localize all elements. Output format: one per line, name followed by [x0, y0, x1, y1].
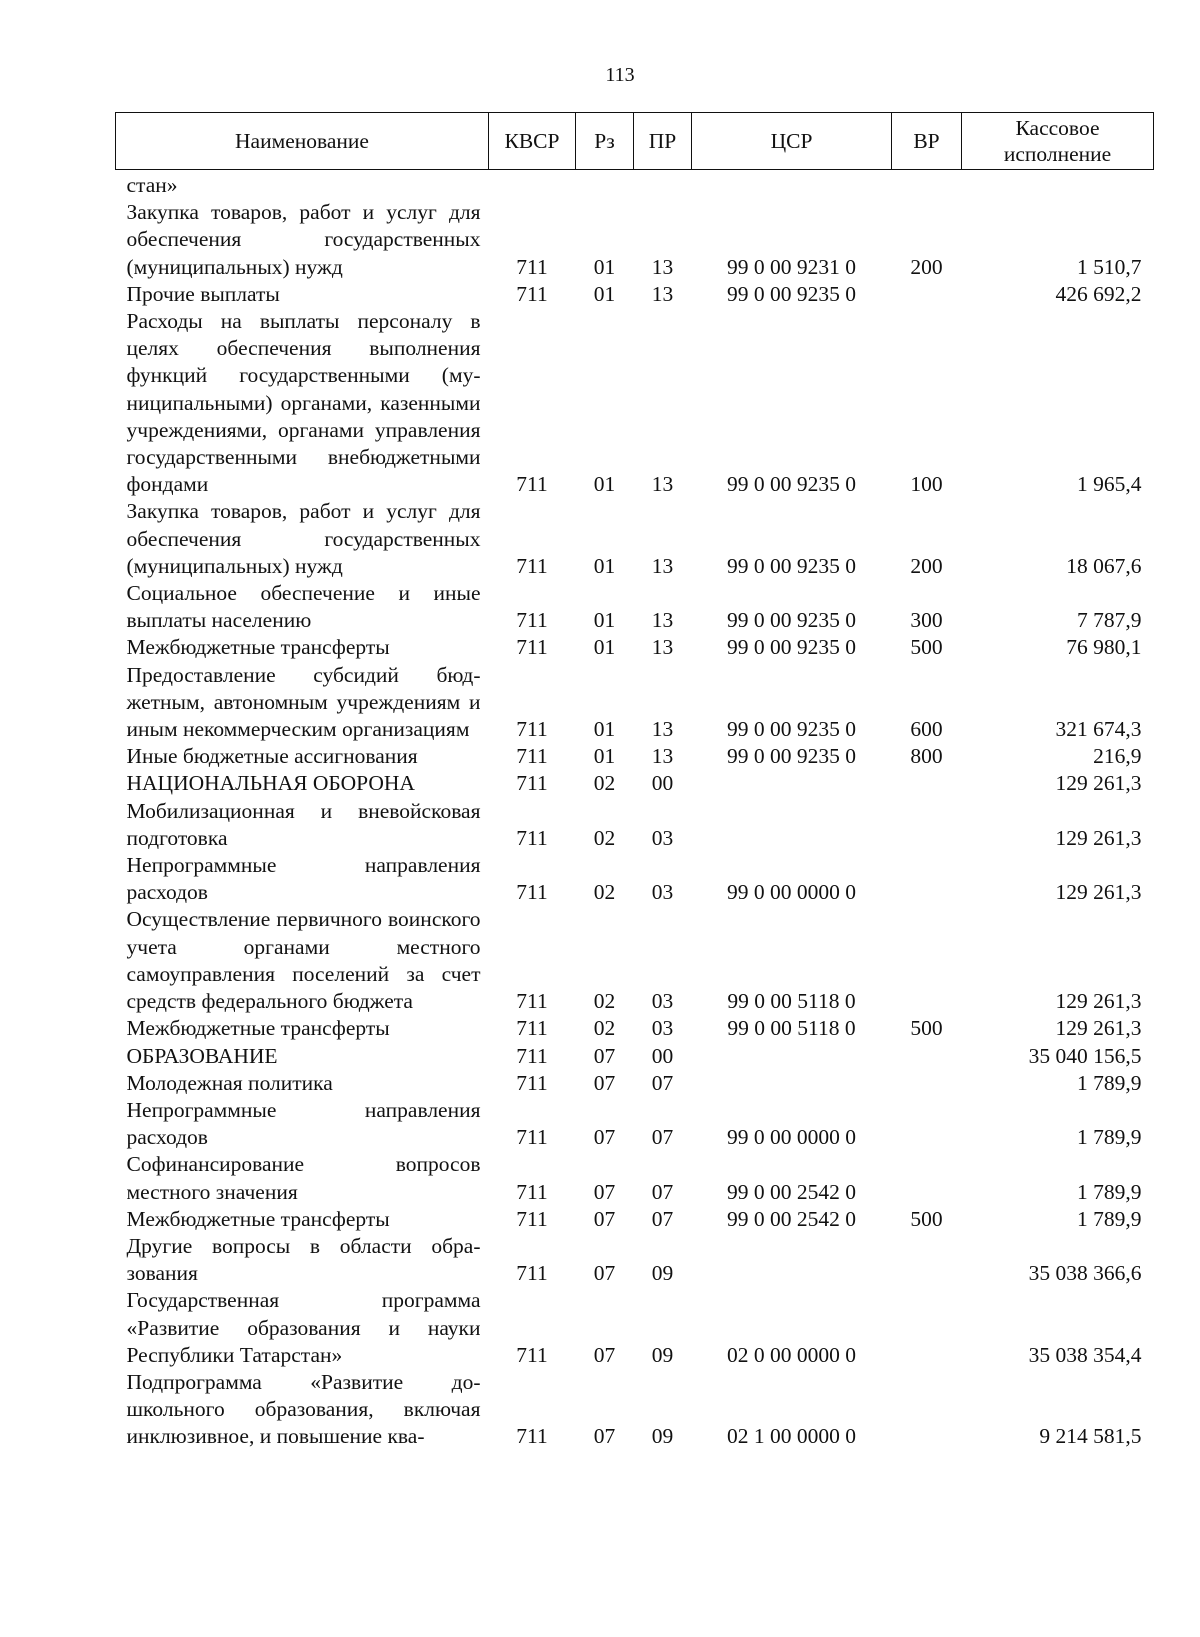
cell-pr: 00: [651, 1043, 674, 1068]
cell-rz: 02: [593, 880, 616, 905]
table-row: [116, 634, 1154, 661]
cell-name: Софинансирование вопросов местного значения: [126, 1152, 481, 1204]
cell-name: Непрограммные направления расходов: [126, 1097, 481, 1150]
cell-sum: 129 261,3: [1055, 1016, 1142, 1041]
cell-rz: 01: [593, 281, 616, 306]
cell-pr: 13: [651, 472, 674, 497]
cell-csr: [692, 1233, 892, 1287]
cell-rz: [576, 170, 634, 200]
cell-vr: 500: [910, 1016, 943, 1041]
cell-kvsr: [489, 170, 576, 200]
table-header: [116, 113, 1154, 170]
table-row: [116, 743, 1154, 770]
cell-sum: 1 789,9: [1077, 1125, 1142, 1150]
cell-rz: 02: [593, 989, 616, 1014]
cell-kvsr: 711: [516, 608, 548, 633]
cell-csr: 02 0 00 0000 0: [727, 1342, 856, 1367]
cell-rz: 07: [593, 1179, 616, 1204]
cell-vr: 300: [910, 608, 943, 633]
cell-kvsr: 711: [516, 635, 548, 660]
cell-rz: 01: [593, 717, 616, 742]
cell-rz: 07: [593, 1261, 616, 1286]
table-row: [116, 281, 1154, 308]
cell-rz: 02: [593, 771, 616, 796]
cell-pr: 13: [651, 553, 674, 578]
table-row: [116, 1097, 1154, 1151]
header-rz: Рз: [576, 113, 634, 170]
cell-vr: [892, 1097, 962, 1151]
cell-vr: 100: [910, 472, 943, 497]
cell-vr: [892, 1070, 962, 1097]
cell-vr: 200: [910, 553, 943, 578]
cell-csr: 99 0 00 9235 0: [727, 635, 856, 660]
cell-kvsr: 711: [516, 1179, 548, 1204]
cell-pr: 07: [651, 1125, 674, 1150]
cell-kvsr: 711: [516, 281, 548, 306]
cell-rz: 01: [593, 553, 616, 578]
cell-sum: 1 789,9: [1077, 1206, 1142, 1231]
cell-rz: 02: [593, 1016, 616, 1041]
cell-csr: 99 0 00 2542 0: [727, 1179, 856, 1204]
cell-csr: 99 0 00 9235 0: [727, 608, 856, 633]
cell-kvsr: 711: [516, 553, 548, 578]
cell-csr: [692, 798, 892, 852]
cell-name: Межбюджетные трансферты: [126, 1206, 390, 1231]
cell-csr: 99 0 00 0000 0: [727, 1125, 856, 1150]
cell-csr: 99 0 00 5118 0: [727, 989, 856, 1014]
cell-name: Иные бюджетные ассигнования: [126, 744, 418, 769]
cell-sum: 7 787,9: [1077, 608, 1142, 633]
cell-pr: 07: [651, 1179, 674, 1204]
cell-rz: 07: [593, 1070, 616, 1095]
cell-kvsr: 711: [516, 1206, 548, 1231]
cell-vr: 500: [910, 635, 943, 660]
cell-csr: [692, 170, 892, 200]
cell-kvsr: 711: [516, 1424, 548, 1449]
cell-name: Закупка товаров, работ и услуг для обеспечения государственных (муниципальных) нужд: [126, 200, 481, 279]
cell-csr: [692, 770, 892, 797]
table-row: [116, 498, 1154, 580]
cell-pr: 09: [651, 1342, 674, 1367]
cell-rz: 01: [593, 635, 616, 660]
cell-name: Социальное обеспечение и иные выплаты населению: [126, 581, 481, 633]
cell-pr: 13: [651, 635, 674, 660]
header-kvsr: КВСР: [489, 113, 576, 170]
cell-vr: [892, 170, 962, 200]
cell-kvsr: 711: [516, 1016, 548, 1041]
cell-vr: 800: [910, 744, 943, 769]
table-row: [116, 1206, 1154, 1233]
cell-kvsr: 711: [516, 744, 548, 769]
cell-pr: 13: [651, 744, 674, 769]
header-csr: ЦСР: [692, 113, 892, 170]
header-sum: Кассовое исполнение: [962, 113, 1154, 170]
cell-kvsr: 711: [516, 1261, 548, 1286]
cell-vr: [892, 798, 962, 852]
cell-pr: 13: [651, 281, 674, 306]
cell-sum: 129 261,3: [1055, 989, 1142, 1014]
cell-pr: [634, 170, 692, 200]
cell-name: Осуществление первичного воинского учета органами местного самоуправления поселений за счет средств федерального бюджета: [126, 907, 481, 1014]
cell-pr: 07: [651, 1070, 674, 1095]
cell-pr: 03: [651, 989, 674, 1014]
cell-name: ОБРАЗОВАНИЕ: [126, 1043, 278, 1068]
table-row: [116, 1233, 1154, 1287]
cell-sum: 1 789,9: [1077, 1179, 1142, 1204]
cell-kvsr: 711: [516, 880, 548, 905]
cell-name: Прочие выплаты: [126, 281, 280, 306]
cell-name: Расходы на выплаты персоналу в целях обеспечения выполнения функций государственными (муниципальными) органами, казенными учреждениями, органами управления государственными внебюджетными фондами: [126, 309, 481, 497]
cell-rz: 07: [593, 1424, 616, 1449]
table-row: [116, 580, 1154, 634]
cell-sum: 129 261,3: [1055, 825, 1142, 850]
cell-name: Молодежная политика: [126, 1070, 333, 1095]
cell-vr: [892, 852, 962, 906]
cell-csr: 99 0 00 9235 0: [727, 744, 856, 769]
cell-name: Межбюджетные трансферты: [126, 635, 390, 660]
cell-name: Закупка товаров, работ и услуг для обеспечения государственных (муниципальных) нужд: [126, 499, 481, 578]
table-row: [116, 1287, 1154, 1369]
cell-sum: 35 040 156,5: [1028, 1043, 1142, 1068]
cell-kvsr: 711: [516, 771, 548, 796]
table-row: [116, 1369, 1154, 1451]
cell-pr: 13: [651, 254, 674, 279]
cell-csr: 02 1 00 0000 0: [727, 1424, 856, 1449]
cell-pr: 09: [651, 1261, 674, 1286]
cell-sum: 18 067,6: [1066, 553, 1142, 578]
cell-kvsr: 711: [516, 989, 548, 1014]
cell-sum: 321 674,3: [1055, 717, 1142, 742]
table-row: [116, 852, 1154, 906]
cell-vr: [892, 1043, 962, 1070]
table-row: [116, 906, 1154, 1015]
cell-vr: [892, 1287, 962, 1369]
budget-table: [115, 112, 1154, 1451]
header-pr: ПР: [634, 113, 692, 170]
cell-rz: 07: [593, 1342, 616, 1367]
cell-vr: [892, 1369, 962, 1451]
cell-pr: 09: [651, 1424, 674, 1449]
cell-csr: 99 0 00 5118 0: [727, 1016, 856, 1041]
cell-kvsr: 711: [516, 717, 548, 742]
cell-rz: 01: [593, 254, 616, 279]
cell-rz: 07: [593, 1206, 616, 1231]
cell-csr: 99 0 00 9235 0: [727, 717, 856, 742]
cell-rz: 01: [593, 608, 616, 633]
cell-sum: 9 214 581,5: [1039, 1424, 1142, 1449]
cell-name: Государственная программа «Развитие образования и науки Республики Татарстан»: [126, 1288, 481, 1367]
cell-kvsr: 711: [516, 1043, 548, 1068]
table-row: [116, 1043, 1154, 1070]
cell-kvsr: 711: [516, 1342, 548, 1367]
page-number: 113: [605, 64, 635, 86]
cell-name: стан»: [126, 173, 178, 197]
cell-name: Мобилизационная и вневойсковая подготовка: [126, 798, 481, 850]
cell-pr: 07: [651, 1206, 674, 1231]
cell-rz: 02: [593, 825, 616, 850]
cell-sum: 129 261,3: [1055, 880, 1142, 905]
cell-sum: 216,9: [1093, 744, 1142, 769]
cell-name: Межбюджетные трансферты: [126, 1016, 390, 1041]
cell-csr: 99 0 00 9235 0: [727, 472, 856, 497]
cell-csr: 99 0 00 2542 0: [727, 1206, 856, 1231]
table-row: [116, 170, 1154, 200]
cell-csr: 99 0 00 9235 0: [727, 553, 856, 578]
cell-kvsr: 711: [516, 1125, 548, 1150]
cell-pr: 03: [651, 1016, 674, 1041]
cell-sum: 35 038 366,6: [1028, 1261, 1142, 1286]
cell-sum: 1 965,4: [1077, 472, 1142, 497]
cell-name: Предоставление субсидий бюджетным, автономным учреждениям и иным некоммерческим организациям: [126, 662, 481, 742]
cell-csr: 99 0 00 9235 0: [727, 281, 856, 306]
cell-name: Непрограммные направления расходов: [126, 853, 481, 905]
cell-sum: 35 038 354,4: [1028, 1342, 1142, 1367]
cell-pr: 03: [651, 825, 674, 850]
cell-pr: 03: [651, 880, 674, 905]
cell-sum: 129 261,3: [1055, 771, 1142, 796]
table-row: [116, 662, 1154, 744]
cell-rz: 01: [593, 744, 616, 769]
table-row: [116, 1015, 1154, 1042]
cell-rz: 07: [593, 1043, 616, 1068]
cell-kvsr: 711: [516, 1070, 548, 1095]
cell-sum: [962, 170, 1154, 200]
table-row: [116, 199, 1154, 281]
table-row: [116, 798, 1154, 852]
cell-vr: [892, 770, 962, 797]
cell-sum: 426 692,2: [1055, 281, 1142, 306]
cell-vr: [892, 1151, 962, 1205]
cell-sum: 1 510,7: [1077, 254, 1142, 279]
cell-rz: 07: [593, 1125, 616, 1150]
table-row: [116, 1070, 1154, 1097]
cell-vr: [892, 906, 962, 1015]
cell-csr: 99 0 00 9231 0: [727, 254, 856, 279]
header-vr: ВР: [892, 113, 962, 170]
table-body: [116, 170, 1154, 1451]
cell-pr: 13: [651, 717, 674, 742]
cell-pr: 13: [651, 608, 674, 633]
cell-sum: 1 789,9: [1077, 1070, 1142, 1095]
cell-kvsr: 711: [516, 254, 548, 279]
cell-pr: 00: [651, 771, 674, 796]
cell-vr: 200: [910, 254, 943, 279]
cell-vr: 500: [910, 1206, 943, 1231]
table-row: [116, 308, 1154, 498]
cell-name: Подпрограмма «Развитие дошкольного образования, включая инклюзивное, и повышение ква-: [126, 1369, 481, 1449]
cell-sum: 76 980,1: [1066, 635, 1142, 660]
cell-csr: [692, 1043, 892, 1070]
cell-kvsr: 711: [516, 825, 548, 850]
cell-vr: 600: [910, 717, 943, 742]
cell-csr: [692, 1070, 892, 1097]
cell-csr: 99 0 00 0000 0: [727, 880, 856, 905]
cell-vr: [892, 1233, 962, 1287]
header-name: Наименование: [116, 113, 489, 170]
cell-name: НАЦИОНАЛЬНАЯ ОБОРОНА: [126, 771, 415, 796]
table-row: [116, 1151, 1154, 1205]
cell-kvsr: 711: [516, 472, 548, 497]
cell-vr: [892, 281, 962, 308]
cell-name: Другие вопросы в области образования: [126, 1233, 481, 1286]
cell-rz: 01: [593, 472, 616, 497]
table-row: [116, 770, 1154, 797]
